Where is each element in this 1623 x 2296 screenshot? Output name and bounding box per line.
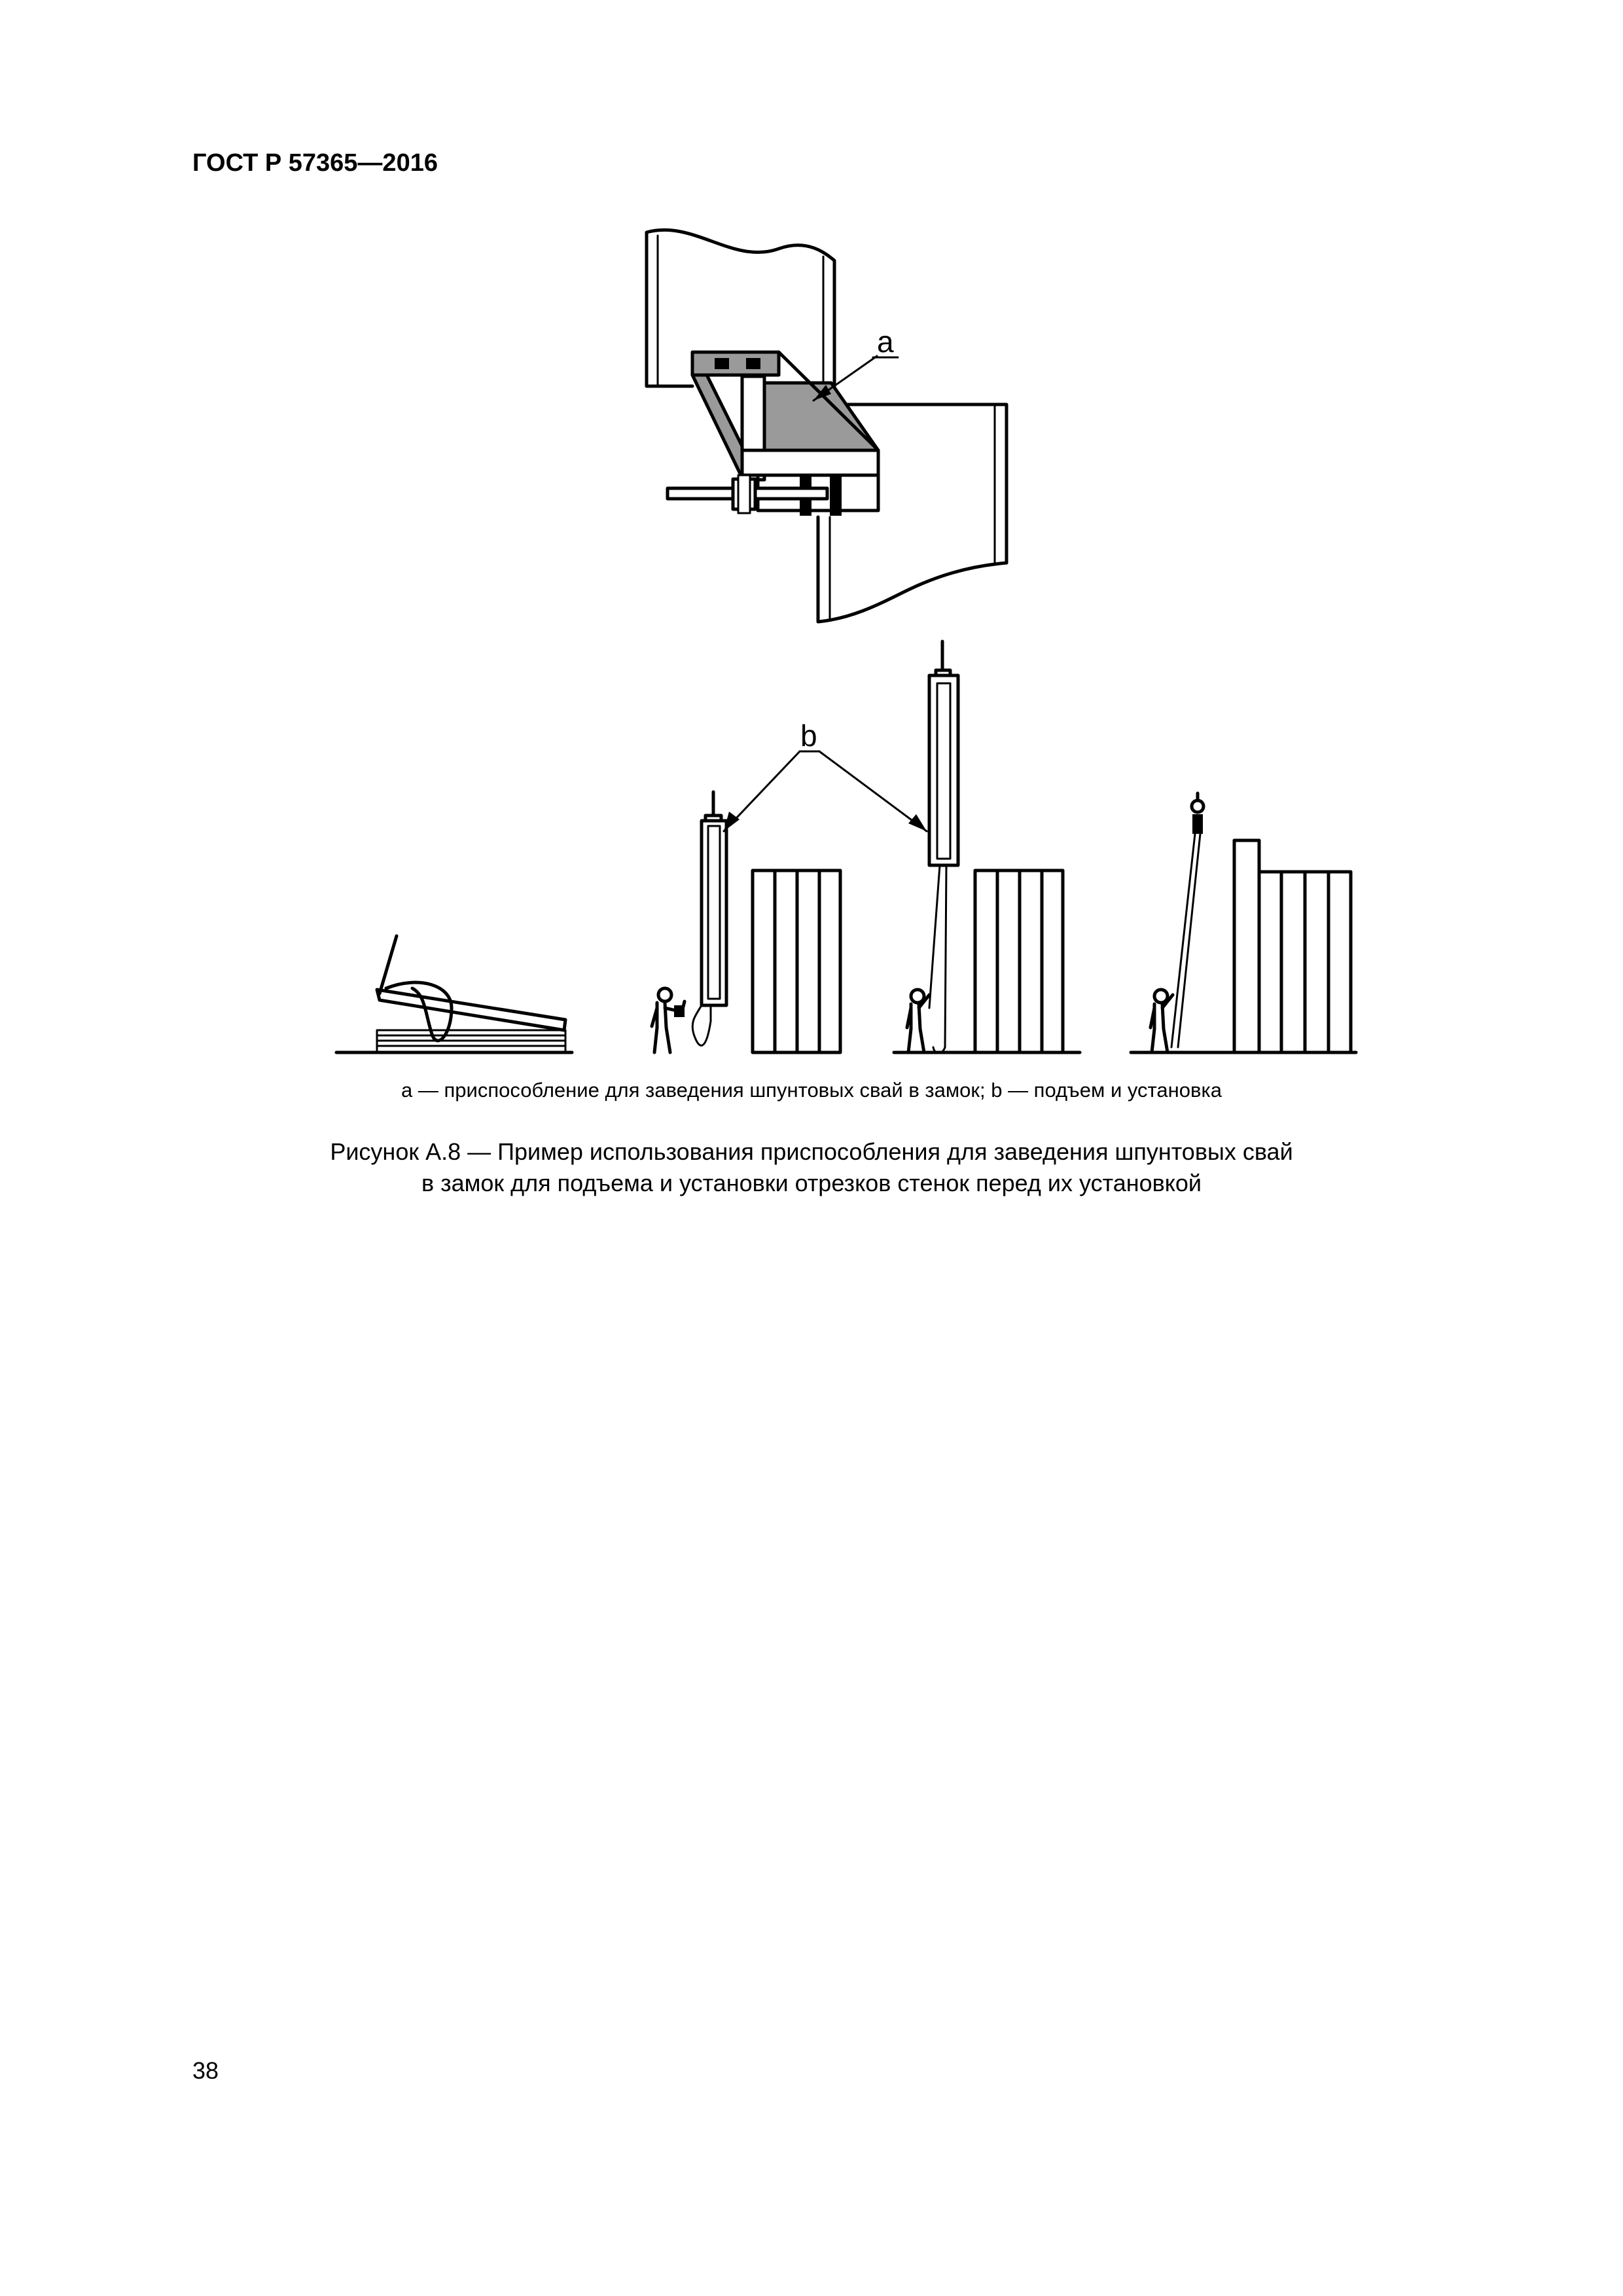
leader-b: [724, 719, 927, 831]
caption-line-2: в замок для подъема и установки отрезков стенок перед их установкой: [421, 1170, 1202, 1196]
page-number: 38: [192, 2057, 219, 2084]
stage-3-lifting: [907, 641, 1063, 1053]
figure-caption: [0, 1136, 1623, 1199]
label-a: a: [877, 325, 894, 359]
label-b: b: [800, 719, 817, 753]
stage-1-sheet-stack: [377, 936, 565, 1052]
document-header: ГОСТ Р 57365—2016: [192, 149, 438, 177]
figure-legend: a — приспособление для заведения шпунтовых свай в замок; b — подъем и установка: [401, 1079, 1222, 1102]
stage-2-lifting: [652, 792, 840, 1052]
caption-line-1: Рисунок А.8 — Пример использования приспособления для заведения шпунтовых свай: [330, 1138, 1293, 1165]
stage-4-installation: [1150, 793, 1351, 1052]
figure-a8-drawing: [0, 0, 1623, 1073]
lock-guide-device-detail: [647, 230, 1007, 622]
